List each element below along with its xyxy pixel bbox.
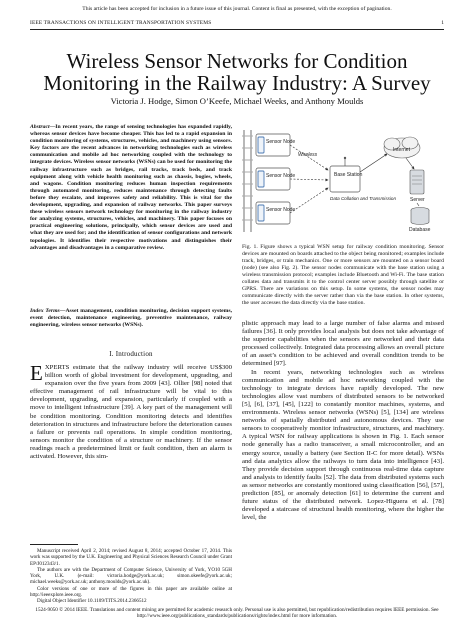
index-terms-lead: Index Terms: [30, 308, 60, 314]
wireless-label: Wireless: [298, 152, 318, 158]
base-station-label: Base Station: [334, 172, 363, 178]
abstract: [30, 124, 232, 252]
index-terms-text: —Asset management, condition monitoring, decision support systems, event detection, maintenance engineering, preventive maintenance, railway engineering, wireless sensor networks (WSNs).: [30, 308, 232, 329]
paragraph: plistic approach may lead to a large number of false alarms and missed failures [36]. It only provides local analysis but does not take advantage of the superior capabilities when the sensors are networked and their data processed collectively. Integrated data processing allows an overall picture of an asset’s condition to be achieved and overall condition trends to be determined [97].: [242, 320, 444, 368]
sensor-node-3: [256, 202, 295, 224]
sensor-node-label: Sensor Node: [266, 139, 296, 145]
database-label: Database: [409, 227, 431, 233]
introduction-body: XPERTS estimate that the railway industry will receive US$300 billion worth of global investment for development, upgrading, and expansion over the five years from 2009 [43]. Ollier [98] noted that effective management of rail infrastructure will be vital to this development, upgrading, and expansion, particularly if coupled with a move to intelligent infrastructure [39]. A key part of the management will be condition monitoring. Condition monitoring detects and identifies deterioration in structures and infrastructure before the deterioration causes a failure or prevents rail operations. In simple condition monitoring, sensors monitor the condition of a structure or machinery. If the sensor readings reach a predetermined limit or fault condition, then an alarm is activated. However, this sim-: [30, 364, 232, 461]
footnote-manuscript: Manuscript received April 2, 2014; revised August 8, 2014; accepted October 17, 2014. This work was supported by the U.K. Engineering and Physical Sciences Research Council under Grant EP/J012343/1.: [30, 548, 232, 567]
footnote-color: Color versions of one or more of the figures in this paper are available online at http://ieeexplore.ieee.org.: [30, 585, 232, 599]
right-column-text: [242, 320, 444, 522]
introduction-text: [30, 361, 232, 461]
drop-cap: E: [30, 361, 43, 385]
sensor-node-1: [256, 134, 295, 156]
internet-label: Internet: [393, 147, 410, 153]
figure-caption: Fig. 1. Figure shows a typical WSN setup for railway condition monitoring. Sensor devices are mounted on boards attached to the object being monitored; examples include track, bridges, or train mechanics. One or more sensors are mounted on a sensor board (node) (see also Fig. 2). The sensor nodes communicate with the base station using a wireless transmission protocol; examples include Bluetooth and Wi-Fi. The base station collates data and transmits it to the control center server possibly through satellite or GPRS. There are variations on this setup. In some systems, the sensor nodes may communicate directly with the server rather than via the base station. In other systems, the user accesses the data directly via the base station.: [242, 244, 444, 306]
sensor-node-2: [256, 168, 295, 190]
sensor-node-label: Sensor Node: [266, 207, 296, 213]
acceptance-notice: This article has been accepted for inclusion in a future issue of this journal. Content is final as presented, with the exception of pagination.: [82, 6, 392, 12]
footnote-doi: Digital Object Identifier 10.1109/TITS.2014.2366512: [37, 598, 147, 605]
server: [410, 170, 425, 203]
footnote-authors: The authors are with the Department of Computer Science, University of York, YO10 5GH York, U.K. (e-mail: victoria.hodge@york.ac.uk; simon.okeefe@york.ac.uk; michael.weeks@york.ac.uk; anthony.moulds@york.ac.uk).: [30, 566, 232, 586]
database: [409, 208, 431, 234]
copyright-notice: 1524-9050 © 2014 IEEE. Translations and content mining are permitted for academic research only. Personal use is also permitted, but republication/redistribution requires IEEE permission. See http://www.ieee.org/publications_standards/publications/rights/index.html for more information.: [35, 607, 439, 620]
internet-cloud: [384, 137, 420, 158]
figure-1: [242, 126, 444, 236]
server-label: Server: [410, 197, 425, 203]
author-list: Victoria J. Hodge, Simon O’Keefe, Michael Weeks, and Anthony Moulds: [110, 96, 364, 106]
page-number: 1: [441, 20, 444, 26]
footnote-rule: [30, 544, 78, 545]
base-station: [330, 157, 363, 192]
abstract-lead: Abstract: [30, 124, 50, 130]
paper-title: Wireless Sensor Networks for Condition Monitoring in the Railway Industry: A Survey: [43, 49, 431, 95]
data-collation-label: Data Collation and Transmission: [330, 196, 397, 201]
index-terms: [30, 308, 232, 329]
footnotes: [30, 548, 232, 605]
abstract-text: —In recent years, the range of sensing technologies has expanded rapidly, whereas sensor devices have become cheaper. This has led to a rapid expansion in condition monitoring of systems, structures, vehicles, and machinery using sensors. Key factors are the recent advances in networking technologies such as wireless communication and mobile ad hoc networking coupled with the technology to integrate devices. Wireless sensor networks (WSNs) can be used for monitoring the railway infrastructure such as bridges, rail tracks, track beds, and track equipment along with vehicle health monitoring such as chassis, bogies, wheels, and wagons. Condition monitoring reduces human inspection requirements through automated monitoring, reduces maintenance through detecting faults before they escalate, and improves safety and reliability. This is vital for the development, upgrading, and expansion of railway networks. This paper surveys these wireless sensors network technology for monitoring in the railway industry for analyzing systems, structures, vehicles, and machinery. This paper focuses on practical engineering solutions, principally, which sensor devices are used and what they are used for; and the identification of sensor configurations and network topologies. It identifies their respective motivations and distinguishes their advantages and disadvantages in a comparative review.: [30, 124, 232, 251]
wsn-diagram: [242, 126, 444, 236]
paragraph: In recent years, networking technologies such as wireless communication and mobile ad hoc networking coupled with the technology to integrate devices have rapidly developed. The new technologies allow vast numbers of distributed sensors to be networked [5], [6], [37], [45], [122] to constantly monitor machines, systems, and environments. Wireless sensor networks (WSNs) [5], [134] are wireless networks of spatially distributed and autonomous devices. They use sensors to cooperatively monitor infrastructure, structures, and machinery. A typical WSN for railway applications is shown in Fig. 1. Each sensor node generally has a radio transceiver, a small microcontroller, and an energy source, usually a battery (see Section II-C for more detail). WSNs and data analytics allow the railways to turn data into intelligence [43]. They provide decision support through continuous real-time data capture and analysis to identify faults [52]. The data from distributed systems such as sensor networks are constantly monitored using classification [56], [57], prediction [85], or anomaly detection [61] to determine the current and future status of the distributed network. Lopez-Higuera et al. [78] developed a staircase of structural health monitoring, where the higher the level, the: [242, 368, 444, 522]
link-to-internet: [360, 154, 387, 172]
section-heading: I. Introduction: [109, 350, 153, 358]
journal-header: IEEE TRANSACTIONS ON INTELLIGENT TRANSPORTATION SYSTEMS: [30, 20, 212, 26]
sensor-node-label: Sensor Node: [266, 173, 296, 179]
link-to-database: [417, 203, 419, 206]
header-rule: [30, 29, 444, 30]
link-to-server: [406, 158, 414, 169]
